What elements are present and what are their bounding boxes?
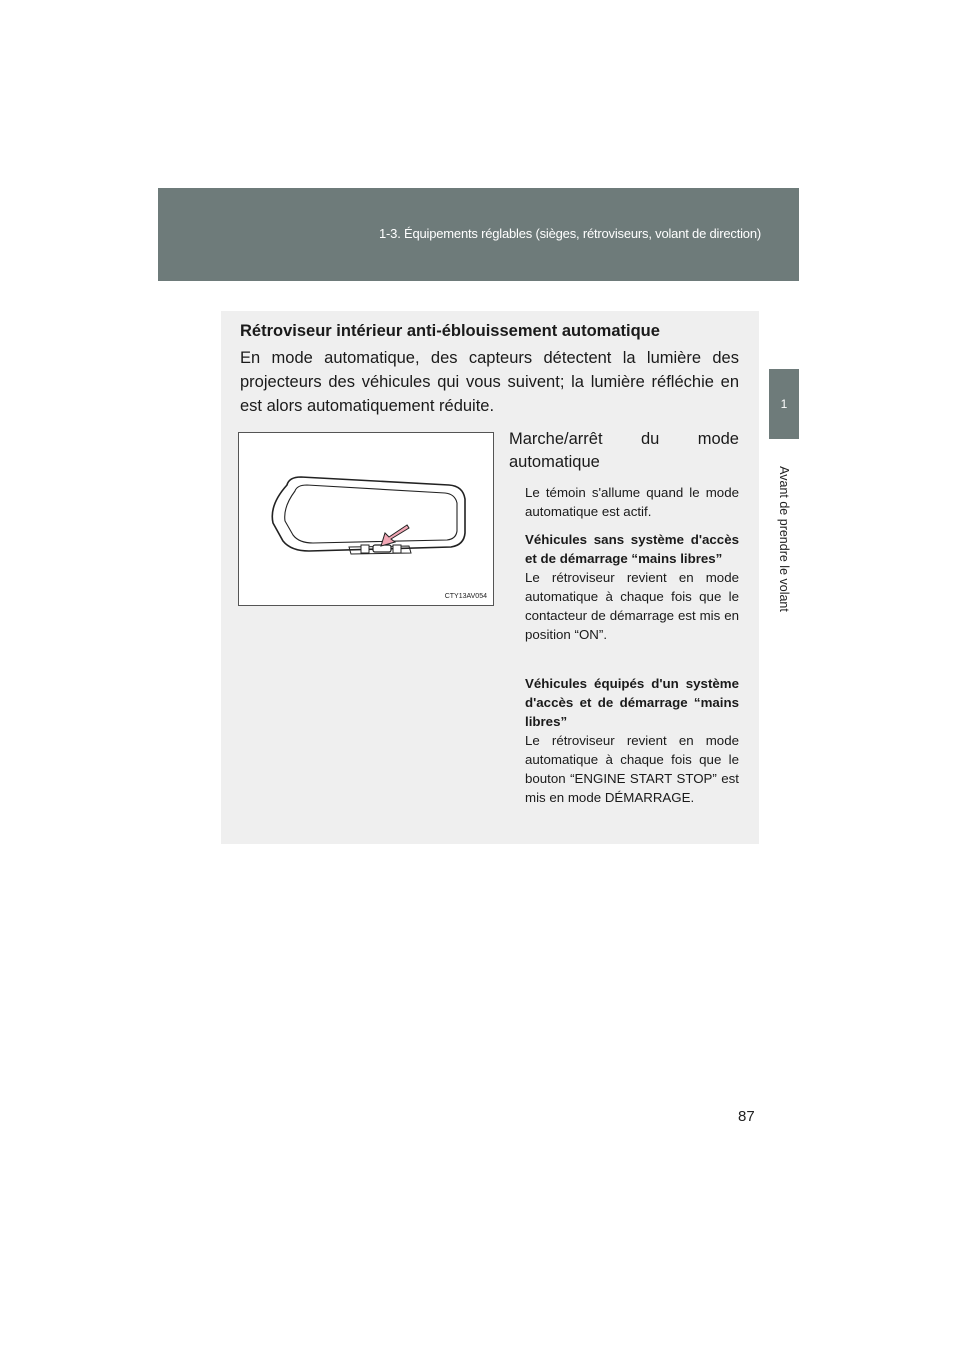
point-word-2: du (640, 430, 660, 448)
page-number: 87 (738, 1108, 755, 1125)
note-without-smart-key (525, 530, 739, 644)
note3-heading: Véhicules équipés d'un système d'accès et de démarrage “mains libres” (525, 676, 739, 729)
intro-paragraph: En mode automatique, des capteurs détectent la lumière des projecteurs des véhicules qui vous suivent; la lumière réfléchie en est alors automatiquement réduite. (240, 349, 739, 415)
mirror-illustration (238, 432, 494, 606)
info-panel (221, 311, 759, 844)
sensor-icon (361, 545, 369, 553)
note2-body: Le rétroviseur revient en mode automatique à chaque fois que le contacteur de démarrage est mis en position “ON”. (525, 570, 739, 642)
header-band (158, 188, 799, 281)
mode-toggle-point (509, 428, 739, 474)
section-title: 1-3. Équipements réglables (sièges, rétroviseurs, volant de direction) (379, 226, 761, 241)
panel-title: Rétroviseur intérieur anti-éblouissement automatique (240, 322, 660, 340)
indicator-icon (393, 545, 401, 553)
point-word-3: mode (697, 430, 739, 448)
chapter-label (769, 450, 799, 628)
note-with-smart-key (525, 674, 739, 807)
note-indicator: Le témoin s'allume quand le mode automatique est actif. (525, 485, 739, 519)
note3-body: Le rétroviseur revient en mode automatique à chaque fois que le bouton “ENGINE START STOP” est mis en mode DÉMARRAGE. (525, 733, 739, 805)
note2-heading: Véhicules sans système d'accès et de démarrage “mains libres” (525, 532, 739, 566)
mirror-drawing (239, 433, 493, 605)
figure-code: CTY13AV054 (444, 593, 487, 600)
chapter-tab[interactable] (769, 369, 799, 439)
mirror-glass (285, 485, 457, 543)
point-word-1: Marche/arrêt (509, 430, 603, 448)
point-line-2: automatique (509, 453, 600, 471)
chapter-title: Avant de prendre le volant (777, 466, 792, 612)
chapter-number: 1 (780, 397, 788, 411)
arrow-icon (381, 525, 409, 546)
